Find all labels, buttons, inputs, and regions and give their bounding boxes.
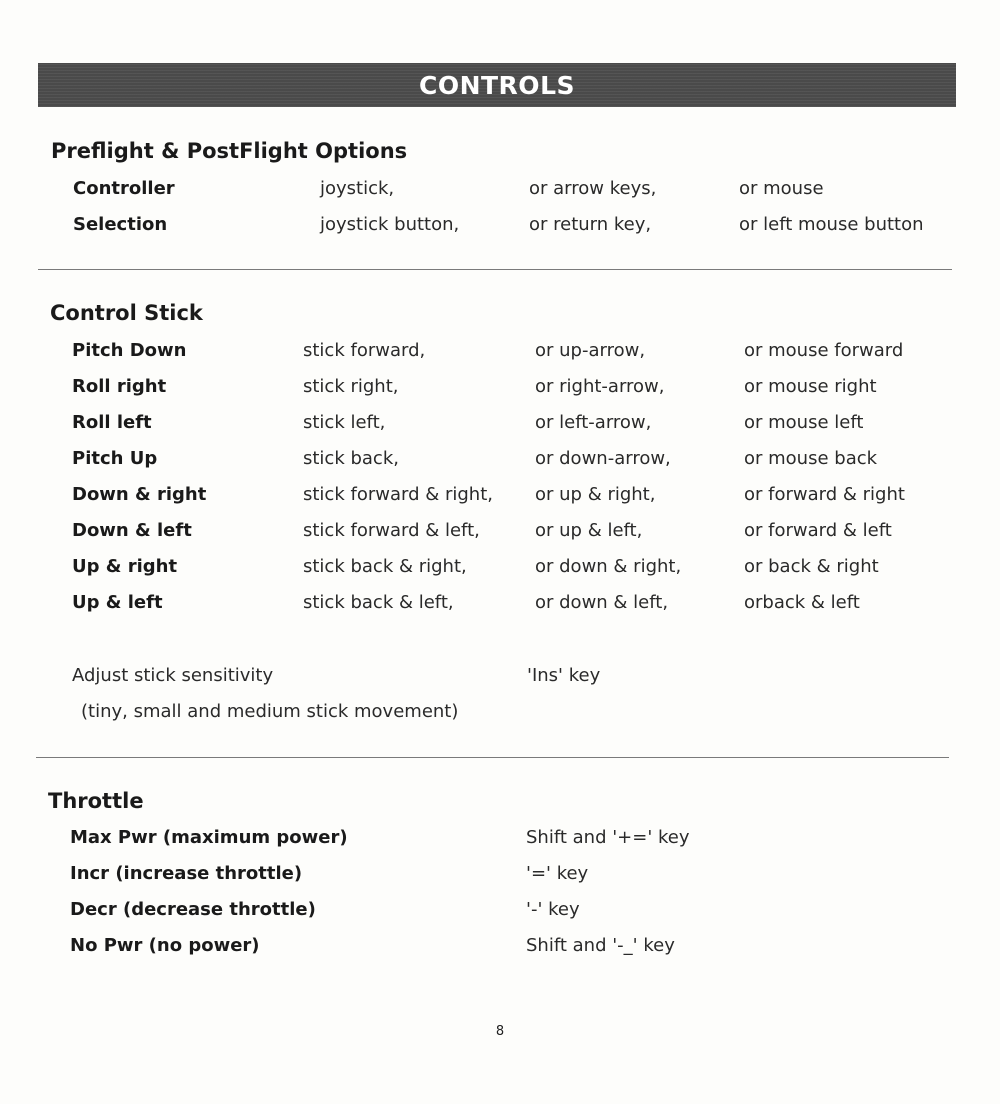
page-title: CONTROLS — [418, 70, 575, 100]
keyboard-input: '-' key — [526, 899, 580, 920]
stick-row-down-right — [0, 484, 1000, 514]
mouse-input: or mouse — [739, 178, 824, 199]
row-label: Selection — [73, 214, 168, 235]
stick-row-up-left — [0, 592, 1000, 622]
sensitivity-label: Adjust stick sensitivity — [72, 665, 274, 686]
keyboard-input: '=' key — [526, 863, 589, 884]
throttle-row-no-pwr — [0, 935, 1000, 965]
joystick-input: stick left, — [303, 412, 386, 433]
keyboard-input: or up & right, — [535, 484, 656, 505]
joystick-input: stick forward, — [303, 340, 426, 361]
row-label: Roll left — [72, 412, 152, 433]
joystick-input: stick forward & left, — [303, 520, 480, 541]
joystick-input: stick back & right, — [303, 556, 467, 577]
row-label: No Pwr (no power) — [70, 935, 260, 956]
stick-row-down-left — [0, 520, 1000, 550]
keyboard-input: Shift and '-_' key — [526, 935, 675, 956]
mouse-input: or forward & right — [744, 484, 905, 505]
row-label: Max Pwr (maximum power) — [70, 827, 348, 848]
mouse-input: or mouse right — [744, 376, 877, 397]
keyboard-input: or down & right, — [535, 556, 682, 577]
preflight-heading: Preflight & PostFlight Options — [51, 139, 408, 163]
section-divider — [38, 269, 952, 270]
joystick-input: stick back, — [303, 448, 399, 469]
joystick-input: stick right, — [303, 376, 399, 397]
joystick-input: joystick button, — [320, 214, 460, 235]
mouse-input: orback & left — [744, 592, 860, 613]
control-stick-heading: Control Stick — [50, 301, 203, 325]
stick-row-pitch-down — [0, 340, 1000, 370]
row-label: Down & right — [72, 484, 207, 505]
preflight-row-controller — [0, 178, 1000, 208]
stick-row-roll-right — [0, 376, 1000, 406]
keyboard-input: or down & left, — [535, 592, 669, 613]
throttle-heading: Throttle — [48, 789, 144, 813]
keyboard-input: or right-arrow, — [535, 376, 665, 397]
row-label: Down & left — [72, 520, 192, 541]
mouse-input: or forward & left — [744, 520, 892, 541]
row-label: Controller — [73, 178, 175, 199]
mouse-input: or mouse left — [744, 412, 864, 433]
mouse-input: or mouse forward — [744, 340, 904, 361]
preflight-row-selection — [0, 214, 1000, 244]
controls-banner — [38, 63, 956, 107]
page-number: 8 — [495, 1024, 505, 1039]
stick-row-up-right — [0, 556, 1000, 586]
row-label: Roll right — [72, 376, 167, 397]
mouse-input: or left mouse button — [739, 214, 924, 235]
stick-row-roll-left — [0, 412, 1000, 442]
keyboard-input: or return key, — [529, 214, 652, 235]
throttle-row-decr — [0, 899, 1000, 929]
sensitivity-note: (tiny, small and medium stick movement) — [81, 701, 459, 722]
row-label: Pitch Up — [72, 448, 158, 469]
row-label: Pitch Down — [72, 340, 187, 361]
keyboard-input: or left-arrow, — [535, 412, 652, 433]
keyboard-input: or arrow keys, — [529, 178, 657, 199]
mouse-input: or mouse back — [744, 448, 878, 469]
row-label: Decr (decrease throttle) — [70, 899, 316, 920]
stick-row-pitch-up — [0, 448, 1000, 478]
keyboard-input: or down-arrow, — [535, 448, 671, 469]
keyboard-input: or up-arrow, — [535, 340, 646, 361]
mouse-input: or back & right — [744, 556, 879, 577]
section-divider — [36, 757, 949, 758]
row-label: Up & right — [72, 556, 178, 577]
throttle-row-incr — [0, 863, 1000, 893]
sensitivity-key: 'Ins' key — [527, 665, 601, 686]
keyboard-input: or up & left, — [535, 520, 643, 541]
row-label: Incr (increase throttle) — [70, 863, 303, 884]
joystick-input: stick back & left, — [303, 592, 454, 613]
joystick-input: joystick, — [320, 178, 395, 199]
joystick-input: stick forward & right, — [303, 484, 493, 505]
row-label: Up & left — [72, 592, 163, 613]
keyboard-input: Shift and '+=' key — [526, 827, 690, 848]
throttle-row-max-pwr — [0, 827, 1000, 857]
